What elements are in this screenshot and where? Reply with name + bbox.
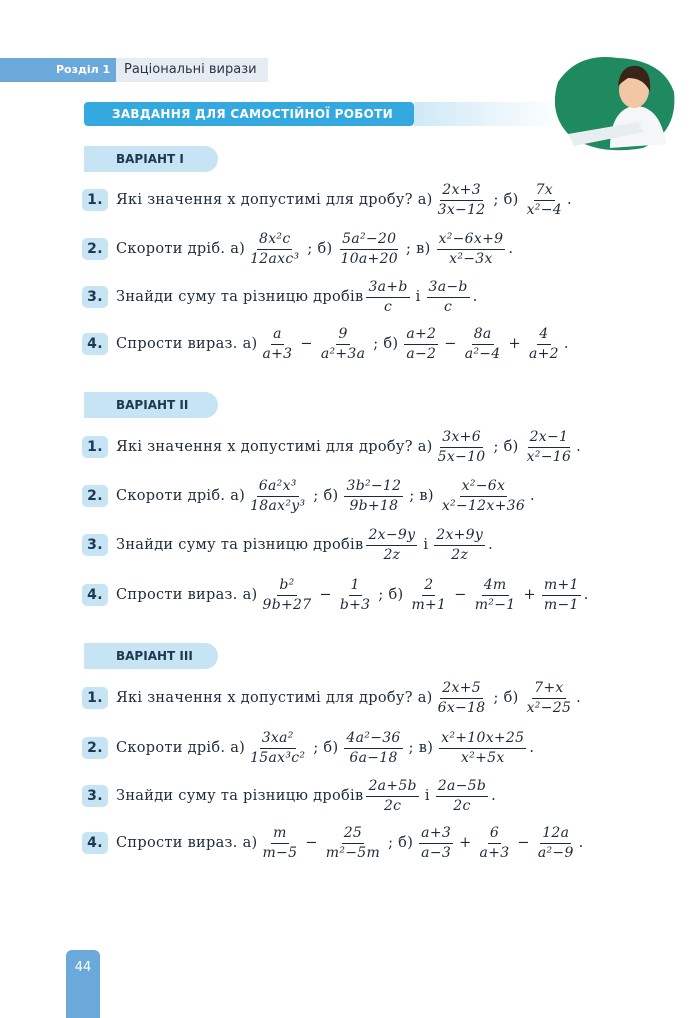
denominator: 2c (453, 797, 471, 814)
denominator: 15ax³c² (250, 749, 306, 766)
denominator: m²−1 (474, 596, 516, 613)
task-number: 2. (82, 485, 108, 507)
fraction (440, 477, 527, 516)
section-label: Розділ 1 (0, 58, 116, 82)
numerator: 3a−b (427, 278, 470, 298)
task-banner: ЗАВДАННЯ ДЛЯ САМОСТІЙНОЇ РОБОТИ (84, 102, 414, 126)
separator: + (508, 336, 521, 352)
numerator: 3b²−12 (344, 477, 403, 497)
separator: ; б) (493, 192, 519, 208)
variant-2-task-1 (82, 422, 682, 472)
end-mark: . (576, 690, 582, 706)
numerator: 4m (482, 576, 509, 596)
end-mark: . (491, 788, 497, 804)
fraction (338, 576, 373, 615)
denominator: 10a+20 (340, 250, 399, 267)
task-number: 3. (82, 534, 108, 556)
task-number: 1. (82, 189, 108, 211)
numerator: x²−6x+9 (437, 230, 506, 250)
fraction (319, 325, 367, 364)
separator: − (454, 587, 467, 603)
denominator: x²−16 (526, 448, 572, 465)
separator: − (517, 835, 530, 851)
task-text: Які значення x допустимі для дробу? а) (116, 690, 433, 706)
end-mark: . (530, 488, 535, 504)
fraction (525, 428, 574, 467)
separator: ; б) (373, 336, 399, 352)
separator: + (523, 587, 536, 603)
separator: ; б) (313, 740, 339, 756)
fraction (409, 576, 448, 615)
chapter-title: Раціональні вирази (124, 62, 257, 77)
denominator: x²−3x (449, 250, 493, 267)
fraction (436, 777, 488, 816)
fraction (248, 729, 307, 768)
denominator: 2z (383, 546, 401, 563)
denominator: m−5 (262, 844, 298, 861)
denominator: 2z (451, 546, 469, 563)
end-mark: . (508, 241, 514, 257)
separator: і (424, 788, 430, 804)
denominator: a²−9 (537, 844, 574, 861)
numerator: 3xa² (260, 729, 296, 749)
variant-3-task-3 (82, 771, 682, 821)
task-number: 4. (82, 333, 108, 355)
task-text: Знайди суму та різницю дробів (116, 788, 364, 804)
separator: ; б) (378, 587, 404, 603)
task-text: Знайди суму та різницю дробів (116, 289, 364, 305)
numerator: 1 (349, 576, 362, 596)
variant-1-task-1 (82, 175, 682, 225)
separator: − (319, 587, 332, 603)
denominator: a+3 (262, 345, 293, 362)
denominator: m+1 (411, 596, 447, 613)
separator: ; б) (493, 439, 519, 455)
variant-3-task-4 (82, 818, 682, 868)
end-mark: . (472, 289, 478, 305)
denominator: a²−4 (464, 345, 501, 362)
denominator: b+3 (339, 596, 371, 613)
task-text: Скороти дріб. а) (116, 488, 246, 504)
numerator: 2a+5b (366, 777, 418, 797)
variant-2-task-4 (82, 570, 682, 620)
denominator: a−2 (406, 345, 437, 362)
numerator: 6 (488, 824, 501, 844)
fraction (439, 729, 526, 768)
fraction (437, 230, 506, 269)
numerator: a+2 (404, 325, 438, 345)
fraction (434, 526, 485, 565)
task-number: 1. (82, 436, 108, 458)
denominator: x²−12x+36 (441, 497, 526, 514)
task-number: 2. (82, 238, 108, 260)
end-mark: . (576, 439, 582, 455)
page-number: 44 (66, 950, 100, 1018)
numerator: 2x−9y (366, 526, 417, 546)
numerator: 8a (472, 325, 494, 345)
banner-tail (414, 102, 564, 126)
task-text: Спрости вираз. а) (116, 336, 258, 352)
separator: − (444, 336, 457, 352)
task-text: Знайди суму та різницю дробів (116, 537, 364, 553)
variant-1-task-4 (82, 319, 682, 369)
variant-2-task-3 (82, 520, 682, 570)
task-text: Скороти дріб. а) (116, 740, 246, 756)
numerator: 7x (534, 181, 555, 201)
denominator: 18ax²y³ (250, 497, 306, 514)
fraction (344, 729, 402, 768)
denominator: c (383, 298, 393, 315)
denominator: 6x−18 (437, 699, 486, 716)
numerator: 2x−1 (528, 428, 571, 448)
fraction (260, 824, 299, 863)
numerator: 2a−5b (436, 777, 488, 797)
denominator: 6a−18 (349, 749, 398, 766)
numerator: 2x+9y (434, 526, 485, 546)
end-mark: . (488, 537, 494, 553)
variant-2-title: ВАРІАНТ ІІ (84, 392, 218, 418)
separator: ; б) (493, 690, 519, 706)
task-number: 1. (82, 687, 108, 709)
fraction (366, 278, 409, 317)
numerator: 3a+b (366, 278, 409, 298)
fraction (436, 181, 488, 220)
denominator: x²−25 (526, 699, 572, 716)
variant-3-title: ВАРІАНТ ІІІ (84, 643, 218, 669)
numerator: 8x²c (257, 230, 292, 250)
task-text: Спрости вираз. а) (116, 587, 258, 603)
numerator: 3x+6 (440, 428, 483, 448)
denominator: x²−4 (526, 201, 562, 218)
separator: ; в) (406, 241, 431, 257)
variant-2-task-2 (82, 471, 682, 521)
denominator: 12axc³ (250, 250, 300, 267)
fraction (436, 428, 488, 467)
fraction (542, 576, 581, 615)
denominator: 3x−12 (437, 201, 486, 218)
fraction (427, 278, 470, 317)
fraction (324, 824, 382, 863)
variant-1-task-3 (82, 272, 682, 322)
numerator: 2x+3 (440, 181, 483, 201)
task-number: 2. (82, 737, 108, 759)
end-mark: . (563, 336, 569, 352)
task-text: Які значення x допустимі для дробу? а) (116, 192, 433, 208)
fraction (419, 824, 453, 863)
student-photo (548, 52, 678, 152)
fraction (463, 325, 503, 364)
separator: − (305, 835, 318, 851)
numerator: b² (277, 576, 296, 596)
task-number: 4. (82, 832, 108, 854)
denominator: 9b+18 (349, 497, 399, 514)
numerator: 4 (537, 325, 550, 345)
fraction (436, 679, 488, 718)
numerator: 25 (342, 824, 364, 844)
numerator: a+3 (419, 824, 453, 844)
fraction (248, 230, 301, 269)
numerator: 2x+5 (440, 679, 483, 699)
end-mark: . (529, 740, 535, 756)
separator: і (423, 537, 429, 553)
fraction (366, 777, 418, 816)
numerator: 6a²x³ (257, 477, 299, 497)
numerator: 2 (422, 576, 435, 596)
variant-3-task-1 (82, 673, 682, 723)
numerator: x²+10x+25 (439, 729, 526, 749)
separator: ; б) (313, 488, 339, 504)
numerator: 12a (540, 824, 571, 844)
denominator: a²+3a (320, 345, 366, 362)
variant-1-title: ВАРІАНТ І (84, 146, 218, 172)
task-number: 4. (82, 584, 108, 606)
end-mark: . (578, 835, 584, 851)
numerator: x²−6x (460, 477, 508, 497)
task-text: Скороти дріб. а) (116, 241, 246, 257)
fraction (525, 679, 574, 718)
denominator: m−1 (543, 596, 579, 613)
fraction (366, 526, 417, 565)
task-number: 3. (82, 286, 108, 308)
denominator: 2c (383, 797, 402, 814)
fraction (260, 325, 294, 364)
fraction (525, 181, 564, 220)
variant-1-task-2 (82, 224, 682, 274)
end-mark: . (583, 587, 589, 603)
fraction (260, 576, 313, 615)
fraction (473, 576, 518, 615)
numerator: 9 (336, 325, 349, 345)
numerator: m+1 (542, 576, 581, 596)
denominator: a−3 (421, 844, 452, 861)
denominator: c (444, 298, 453, 315)
task-text: Спрости вираз. а) (116, 835, 258, 851)
denominator: 5x−10 (437, 448, 486, 465)
task-number: 3. (82, 785, 108, 807)
end-mark: . (566, 192, 572, 208)
denominator: 9b+27 (262, 596, 312, 613)
separator: ; в) (409, 488, 434, 504)
denominator: a+2 (528, 345, 559, 362)
variant-3-task-2 (82, 723, 682, 773)
numerator: 4a²−36 (344, 729, 402, 749)
fraction (339, 230, 401, 269)
denominator: m²−5m (325, 844, 381, 861)
numerator: a (271, 325, 284, 345)
denominator: x²+5x (460, 749, 505, 766)
separator: − (300, 336, 313, 352)
fraction (248, 477, 307, 516)
fraction (527, 325, 561, 364)
fraction (344, 477, 403, 516)
separator: ; б) (388, 835, 414, 851)
numerator: 7+x (532, 679, 565, 699)
separator: ; б) (307, 241, 333, 257)
task-text: Які значення x допустимі для дробу? а) (116, 439, 433, 455)
fraction (478, 824, 512, 863)
fraction (536, 824, 576, 863)
numerator: 5a²−20 (340, 230, 398, 250)
separator: + (459, 835, 472, 851)
separator: ; в) (408, 740, 434, 756)
numerator: m (271, 824, 289, 844)
denominator: a+3 (479, 844, 510, 861)
fraction (404, 325, 438, 364)
separator: і (415, 289, 421, 305)
